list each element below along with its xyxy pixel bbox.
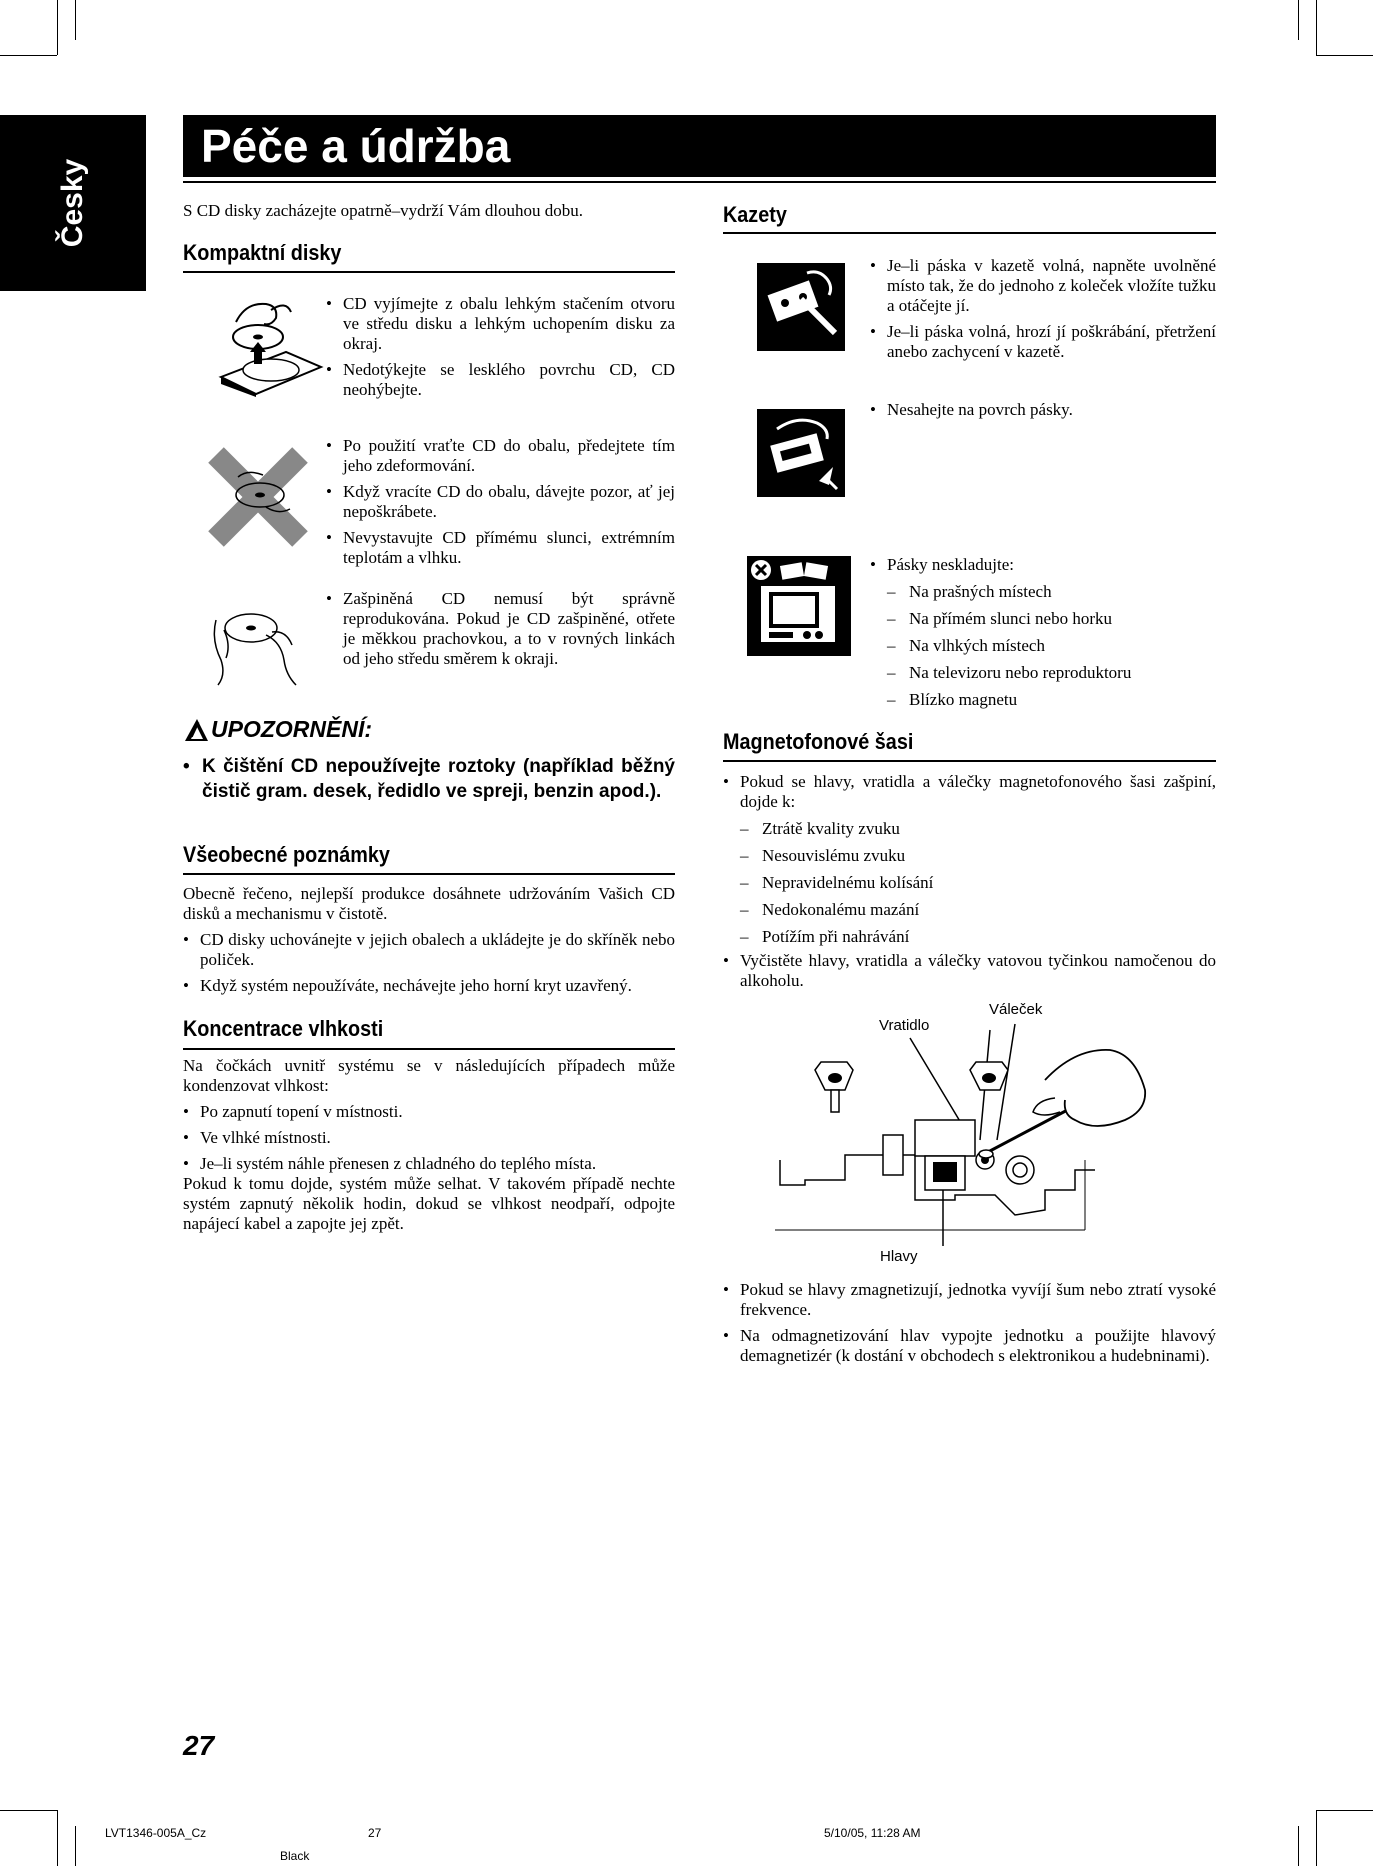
list-item: • Když vracíte CD do obalu, dávejte pozor, ať jej nepoškrábete.	[326, 482, 675, 522]
page-number: 27	[183, 1730, 215, 1761]
crop-mark	[1316, 55, 1373, 56]
caution-title: UPOZORNĚNÍ:	[211, 716, 372, 742]
list-item: – Na televizoru nebo reproduktoru	[887, 663, 1216, 683]
crop-mark	[1298, 0, 1299, 40]
list-item: • Je–li systém náhle přenesen z chladného do teplého místa.	[183, 1154, 675, 1174]
cassette-group-1	[870, 256, 1216, 368]
language-tab	[0, 115, 146, 291]
cassette-pencil-illustration	[757, 263, 845, 351]
general-notes-intro: Obecně řečeno, nejlepší produkce dosáhnete udržováním Vašich CD disků a mechanismu v čistotě.	[183, 884, 675, 923]
caution-text: • K čištění CD nepoužívejte roztoky (například běžný čistič gram. desek, ředidlo ve spreji, benzin apod.).	[183, 754, 675, 804]
list-item: – Blízko magnetu	[887, 690, 1216, 710]
heading-cassettes: Kazety	[723, 202, 787, 227]
list-item: – Na přímém slunci nebo horku	[887, 609, 1216, 629]
list-item: • Pásky neskladujte:	[870, 555, 1216, 575]
list-item: – Ztrátě kvality zvuku	[740, 819, 1216, 839]
list-item: – Nesouvislému zvuku	[740, 846, 1216, 866]
caution-heading	[183, 716, 372, 743]
tape-deck-diagram	[775, 1020, 1155, 1250]
section-rule	[183, 1048, 675, 1050]
deck-after-body	[723, 1280, 1216, 1372]
list-item: • Když systém nepoužíváte, nechávejte jeho horní kryt uzavřený.	[183, 976, 675, 996]
moisture-intro: Na čočkách uvnitř systému se v následujících případech může kondenzovat vlhkost:	[183, 1056, 675, 1095]
footer-doc-code: LVT1346-005A_Cz	[105, 1826, 207, 1840]
moisture-body	[183, 1056, 675, 1234]
heading-compact-discs: Kompaktní disky	[183, 240, 342, 265]
moisture-outro: Pokud k tomu dojde, systém může selhat. V takovém případě nechte systém zapnutý několik hodin, dokud se vlhkost neodpaří, odpojte napájecí kabel a zapojte jej zpět.	[183, 1174, 675, 1233]
footer-datetime: 5/10/05, 11:28 AM	[824, 1826, 921, 1840]
general-notes-body	[183, 884, 675, 1002]
list-item: • Je–li páska volná, hrozí jí poškrábání, přetržení anebo zachycení v kazetě.	[870, 322, 1216, 362]
crop-mark	[0, 55, 57, 56]
section-rule	[183, 271, 675, 273]
list-item: – Na vlhkých místech	[887, 636, 1216, 656]
section-rule	[723, 232, 1216, 234]
list-item: – Potížím při nahrávání	[740, 927, 1216, 947]
crop-mark	[75, 1826, 76, 1866]
caution-body	[183, 754, 675, 804]
cd-group-1	[326, 294, 675, 406]
footer-color: Black	[280, 1849, 310, 1863]
caution-icon	[183, 717, 209, 743]
cassette-storage	[870, 555, 1216, 717]
list-item: • Nevystavujte CD přímému slunci, extrémním teplotám a vlhku.	[326, 528, 675, 568]
list-item: – Na prašných místech	[887, 582, 1216, 602]
intro-text: S CD disky zacházejte opatrně–vydrží Vám dlouhou dobu.	[183, 201, 584, 220]
cd-wrong-illustration	[208, 447, 308, 547]
list-item: • Vyčistěte hlavy, vratidla a válečky vatovou tyčinkou namočenou do alkoholu.	[723, 951, 1216, 991]
list-item: • Zašpiněná CD nemusí být správně reprodukována. Pokud je CD zašpiněné, otřete je měkkou prachovkou, a to v rovných linkách od jeho středu směrem k okraji.	[326, 589, 675, 669]
cassette-storage-illustration	[747, 556, 851, 656]
crop-mark	[1316, 1810, 1317, 1866]
deck-body	[723, 772, 1216, 997]
footer-page: 27	[368, 1826, 382, 1840]
list-item: • Je–li páska v kazetě volná, napněte uvolněné místo tak, že do jednoho z koleček vložíte tužku a otáčejte jí.	[870, 256, 1216, 316]
heading-general-notes: Všeobecné poznámky	[183, 842, 390, 867]
section-rule	[723, 760, 1216, 762]
list-item: • Pokud se hlavy zmagnetizují, jednotka vyvíjí šum nebo ztratí vysoké frekvence.	[723, 1280, 1216, 1320]
list-item: – Nepravidelnému kolísání	[740, 873, 1216, 893]
page-title: Péče a údržba	[201, 120, 511, 172]
label-heads: Hlavy	[880, 1248, 918, 1265]
list-item: • CD disky uchovánejte v jejich obalech a ukládejte je do skříněk nebo poliček.	[183, 930, 675, 970]
list-item: • Pokud se hlavy, vratidla a válečky magnetofonového šasi zašpiní, dojde k:	[723, 772, 1216, 812]
language-tab-label: Česky	[56, 158, 89, 248]
list-item: • Ve vlhké místnosti.	[183, 1128, 675, 1148]
crop-mark	[1316, 0, 1317, 55]
title-bar	[183, 115, 1216, 177]
list-item: • Po použití vraťte CD do obalu, předejtete tím jeho zdeformování.	[326, 436, 675, 476]
list-item: • Nesahejte na povrch pásky.	[870, 400, 1216, 420]
cd-remove-illustration	[216, 292, 326, 397]
list-item: • Na odmagnetizování hlav vypojte jednotku a použijte hlavový demagnetizér (k dostání v obchodech s elektronikou a hudebninami).	[723, 1326, 1216, 1366]
cd-group-2	[326, 436, 675, 574]
list-item: • Po zapnutí topení v místnosti.	[183, 1102, 675, 1122]
list-item: – Nedokonalému mazání	[740, 900, 1216, 920]
cassette-touch-illustration	[757, 409, 845, 497]
crop-mark	[57, 1810, 58, 1866]
cd-group-3	[326, 589, 675, 675]
cd-wiping-illustration	[206, 590, 306, 690]
label-capstan: Vratidlo	[879, 1017, 930, 1034]
crop-mark	[1316, 1810, 1373, 1811]
crop-mark	[57, 0, 58, 55]
cassette-group-2	[870, 400, 1216, 426]
section-rule	[183, 873, 675, 875]
title-rule	[183, 181, 1216, 183]
crop-mark	[75, 0, 76, 40]
list-item: • CD vyjímejte z obalu lehkým stačením otvoru ve středu disku a lehkým uchopením disku za okraj.	[326, 294, 675, 354]
crop-mark	[0, 1810, 57, 1811]
list-item: • Nedotýkejte se lesklého povrchu CD, CD neohýbejte.	[326, 360, 675, 400]
label-roller: Váleček	[989, 1001, 1043, 1018]
heading-tape-deck: Magnetofonové šasi	[723, 729, 914, 754]
crop-mark	[1298, 1826, 1299, 1866]
heading-moisture: Koncentrace vlhkosti	[183, 1016, 384, 1041]
